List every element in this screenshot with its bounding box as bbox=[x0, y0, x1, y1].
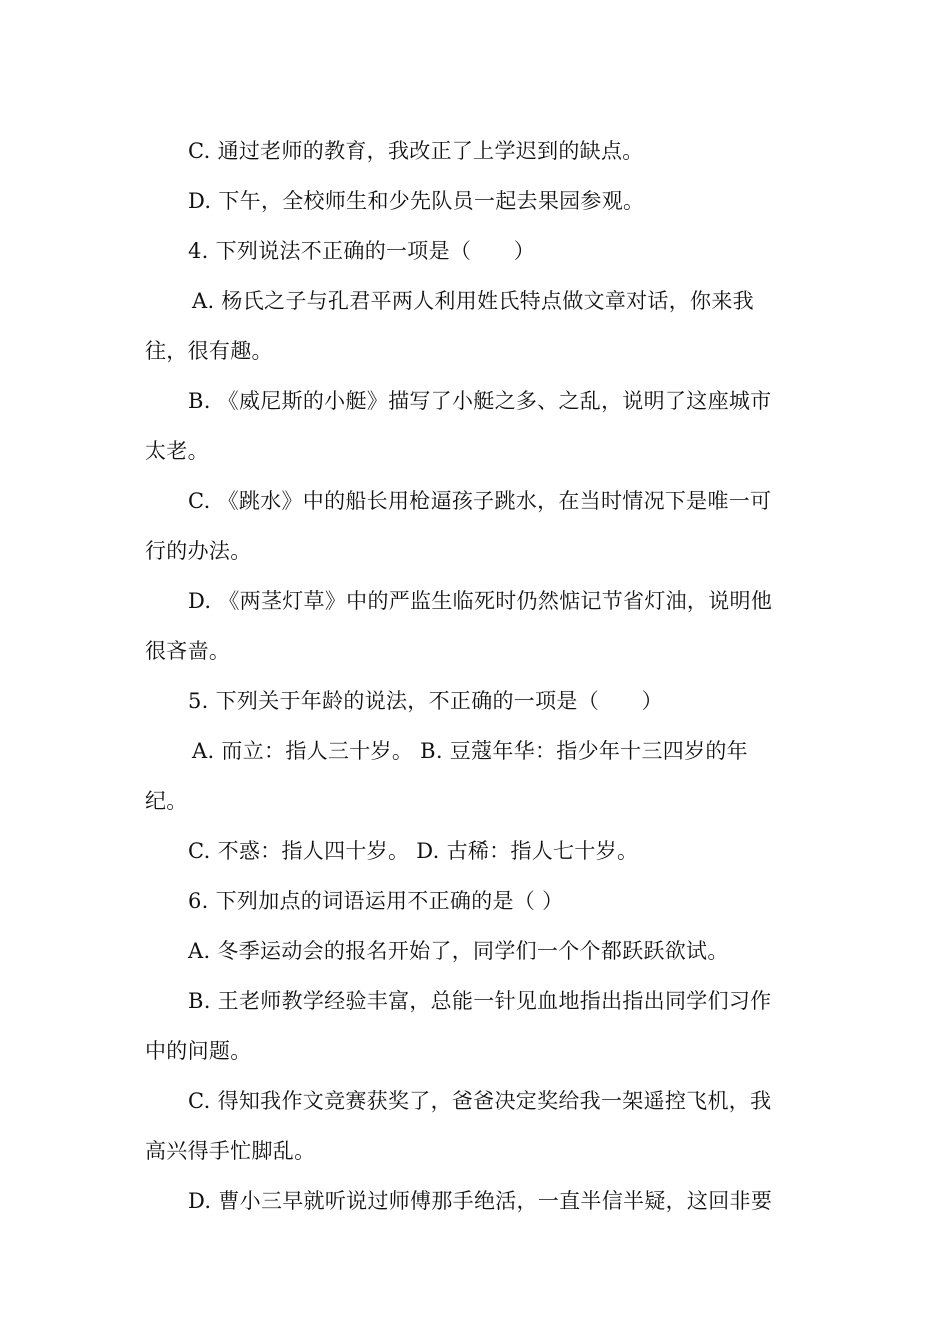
option-d-q4-line1: D. 《两茎灯草》中的严监生临死时仍然惦记节省灯油，说明他 bbox=[188, 589, 773, 613]
option-a-q4-line2: 往，很有趣。 bbox=[145, 339, 273, 363]
options-ab-q5-line1: A. 而立：指人三十岁。 B. 豆蔻年华：指少年十三四岁的年 bbox=[192, 739, 748, 763]
option-a-q6: A. 冬季运动会的报名开始了，同学们一个个都跃跃欲试。 bbox=[188, 939, 729, 963]
options-ab-q5-line2: 纪。 bbox=[145, 789, 188, 813]
options-cd-q5: C. 不惑：指人四十岁。 D. 古稀：指人七十岁。 bbox=[188, 839, 639, 863]
option-d-q6-line1: D. 曹小三早就听说过师傅那手绝活，一直半信半疑，这回非要 bbox=[188, 1189, 773, 1213]
option-b-q6-line1: B. 王老师教学经验丰富，总能一针见血地指出指出同学们习作 bbox=[188, 989, 772, 1013]
option-c-q6-line2: 高兴得手忙脚乱。 bbox=[145, 1139, 316, 1163]
option-c-q4-line1: C. 《跳水》中的船长用枪逼孩子跳水，在当时情况下是唯一可 bbox=[188, 489, 772, 513]
option-b-q6-line2: 中的问题。 bbox=[145, 1039, 252, 1063]
option-b-q4-line1: B. 《威尼斯的小艇》描写了小艇之多、之乱，说明了这座城市 bbox=[188, 389, 772, 413]
option-b-q4-line2: 太老。 bbox=[145, 439, 209, 463]
option-c-q3: C. 通过老师的教育，我改正了上学迟到的缺点。 bbox=[188, 139, 644, 163]
question-6: 6. 下列加点的词语运用不正确的是（ ） bbox=[188, 889, 564, 913]
option-a-q4-line1: A. 杨氏之子与孔君平两人利用姓氏特点做文章对话，你来我 bbox=[192, 289, 754, 313]
option-d-q4-line2: 很吝啬。 bbox=[145, 639, 231, 663]
question-4: 4. 下列说法不正确的一项是（ ） bbox=[188, 239, 536, 263]
option-d-q3: D. 下午，全校师生和少先队员一起去果园参观。 bbox=[188, 189, 645, 213]
option-c-q6-line1: C. 得知我作文竞赛获奖了，爸爸决定奖给我一架遥控飞机，我 bbox=[188, 1089, 772, 1113]
question-5: 5. 下列关于年龄的说法，不正确的一项是（ ） bbox=[188, 689, 663, 713]
option-c-q4-line2: 行的办法。 bbox=[145, 539, 252, 563]
